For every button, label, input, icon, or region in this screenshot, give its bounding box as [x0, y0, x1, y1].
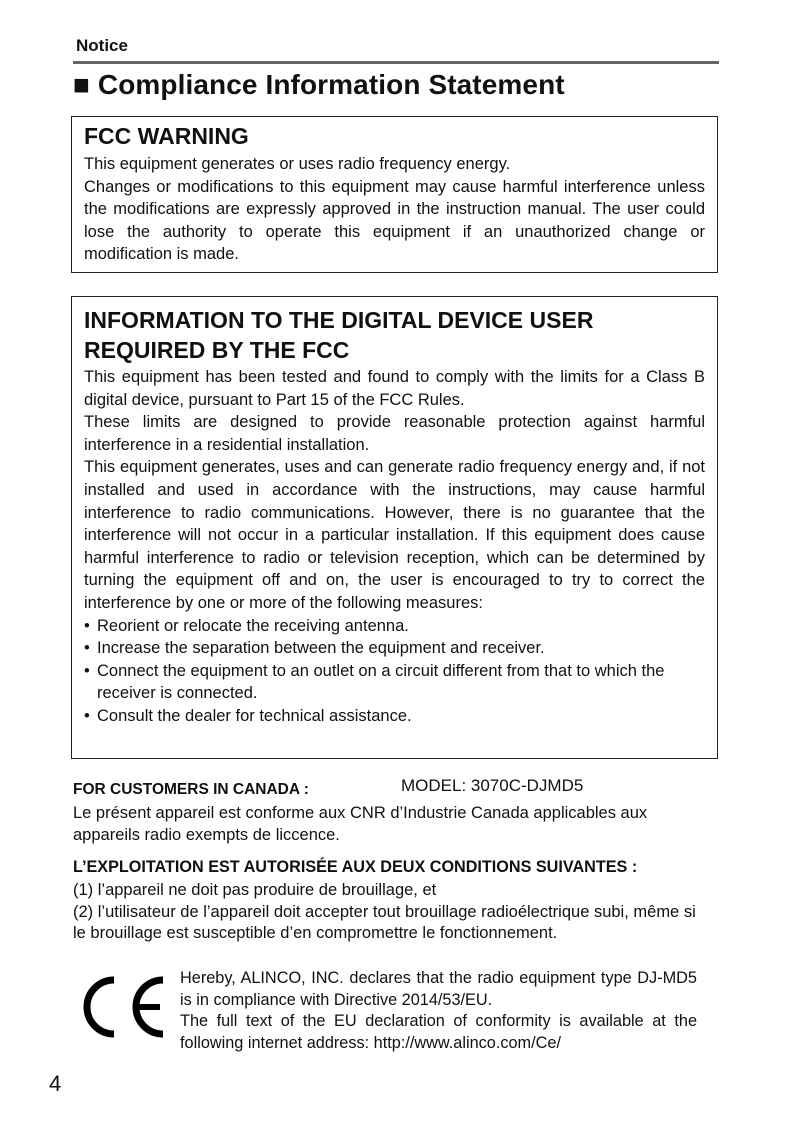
- measure-text: Connect the equipment to an outlet on a circuit different from that to which the receiver is connected.: [97, 661, 665, 703]
- measure-item: [84, 660, 705, 705]
- fcc-warning-box: [71, 116, 718, 273]
- page-title: ■ Compliance Information Statement: [73, 69, 565, 100]
- measure-item: [84, 615, 705, 638]
- conditions-heading: L’EXPLOITATION EST AUTORISÉE AUX DEUX CONDITIONS SUIVANTES :: [73, 858, 638, 876]
- digital-device-box: [71, 296, 718, 759]
- condition-item: (1) l’appareil ne doit pas produire de brouillage, et: [73, 881, 437, 899]
- header-rule: [73, 61, 719, 64]
- measure-text: Reorient or relocate the receiving antenna.: [97, 616, 409, 635]
- eu-declaration-link-text: The full text of the EU declaration of conformity is available at the following internet address: http://www.alinco.com/Ce/: [180, 1012, 697, 1052]
- bullet-icon: •: [84, 661, 90, 680]
- measure-item: [84, 705, 705, 728]
- fcc-warning-paragraph: Changes or modifications to this equipment may cause harmful interference unless the modifications are expressly approved in the instruction manual. The user could lose the authority to operate this equipment if an unauthorized change or modification is made.: [84, 177, 705, 264]
- bullet-icon: •: [84, 639, 90, 658]
- digital-device-heading: [84, 305, 705, 365]
- canada-statement: Le présent appareil est conforme aux CNR d’Industrie Canada applicables aux appareils radio exempts de liccence.: [73, 804, 648, 844]
- digital-device-heading-line2: REQUIRED BY THE FCC: [84, 337, 350, 363]
- condition-item: (2) l’utilisateur de l’appareil doit accepter tout brouillage radioélectrique subi, même si le brouillage est susceptible d’en compromettre le fonctionnement.: [73, 902, 696, 942]
- digital-device-heading-line1: INFORMATION TO THE DIGITAL DEVICE USER: [84, 307, 594, 333]
- page-number: 4: [49, 1071, 62, 1096]
- eu-declaration: [180, 968, 697, 1054]
- fcc-warning-paragraph: This equipment generates or uses radio frequency energy.: [84, 155, 511, 173]
- canada-section: [73, 776, 713, 945]
- fcc-warning-heading: FCC WARNING: [84, 123, 249, 149]
- measure-text: Consult the dealer for technical assistance.: [97, 706, 412, 725]
- eu-declaration-line: Hereby, ALINCO, INC. declares that the radio equipment type DJ-MD5 is in compliance with Directive 2014/53/EU.: [180, 969, 697, 1009]
- section-label: Notice: [76, 36, 128, 55]
- digital-device-paragraph: This equipment generates, uses and can generate radio frequency energy and, if not installed and used in accordance with the instructions, may cause harmful interference to radio communications. However, there is no guarantee that the interference will not occur in a particular installation. If this equipment does cause harmful interference to radio or television reception, which can be determined by turning the equipment off and on, the user is encouraged to try to correct the interference by one or more of the following measures:: [84, 458, 705, 612]
- bullet-icon: •: [84, 616, 90, 635]
- measure-item: [84, 637, 705, 660]
- digital-device-paragraph: These limits are designed to provide reasonable protection against harmful interference in a residential installation.: [84, 413, 705, 454]
- measure-text: Increase the separation between the equipment and receiver.: [97, 639, 545, 658]
- bullet-icon: •: [84, 706, 90, 725]
- model-number: MODEL: 3070C-DJMD5: [401, 776, 584, 795]
- ce-mark-icon: [80, 976, 170, 1038]
- measures-list: [84, 615, 705, 728]
- digital-device-paragraph: This equipment has been tested and found to comply with the limits for a Class B digital device, pursuant to Part 15 of the FCC Rules.: [84, 368, 705, 409]
- canada-heading: FOR CUSTOMERS IN CANADA :: [73, 781, 309, 798]
